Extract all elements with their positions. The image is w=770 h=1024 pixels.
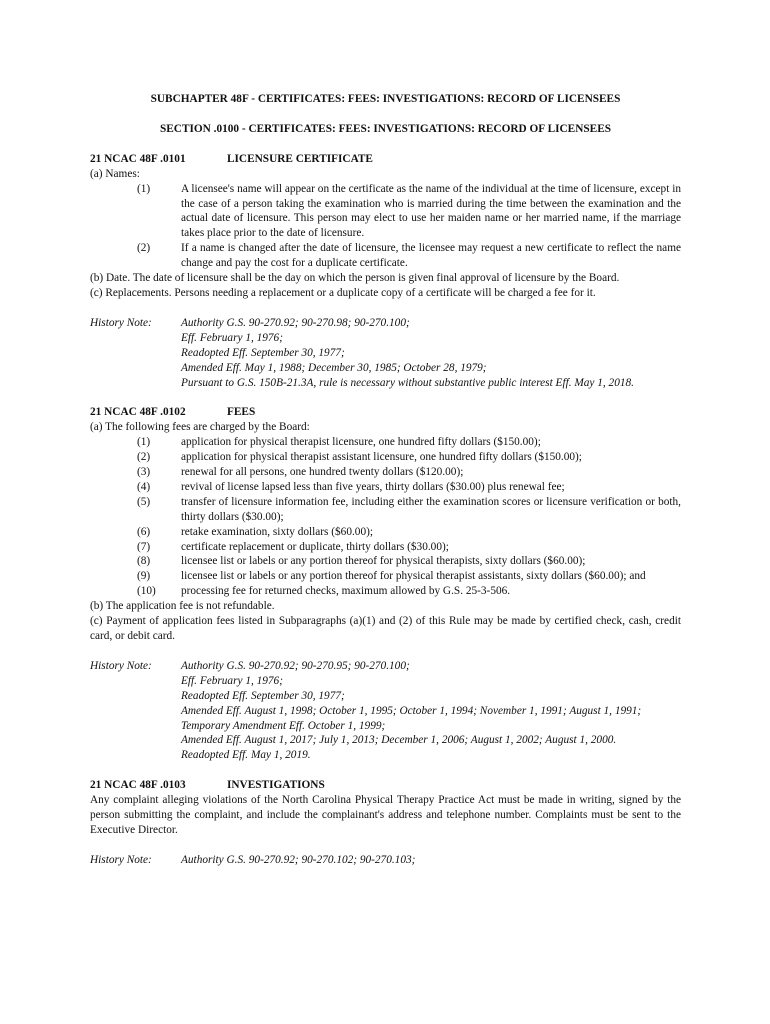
history-line: Eff. February 1, 1976; bbox=[181, 674, 283, 687]
history-line: Temporary Amendment Eff. October 1, 1999; bbox=[181, 719, 386, 732]
rule-number: 21 NCAC 48F .0101 bbox=[90, 152, 186, 165]
section-title: SECTION .0100 - CERTIFICATES: FEES: INVESTIGATIONS: RECORD OF LICENSEES bbox=[159, 122, 612, 135]
list-item bbox=[90, 241, 681, 271]
history-note bbox=[90, 316, 681, 391]
item-text: If a name is changed after the date of licensure, the licensee may request a new certificate to reflect the name change and pay the cost for a duplicate certificate. bbox=[181, 242, 681, 270]
paragraph-a: (a) Names: bbox=[90, 167, 140, 180]
list-item bbox=[90, 182, 681, 242]
item-label: (6) bbox=[137, 525, 151, 538]
history-body bbox=[181, 316, 681, 391]
list-item bbox=[90, 450, 681, 465]
item-label: (5) bbox=[137, 495, 151, 508]
item-text: certificate replacement or duplicate, thirty dollars ($30.00); bbox=[181, 540, 449, 553]
paragraph-b: (b) Date. The date of licensure shall be the day on which the person is given final approval of licensure by the Board. bbox=[90, 272, 620, 285]
history-body bbox=[181, 853, 681, 868]
rule-number: 21 NCAC 48F .0102 bbox=[90, 406, 186, 419]
rule-title: INVESTIGATIONS bbox=[227, 779, 325, 792]
item-label: (1) bbox=[137, 182, 151, 195]
rule-0101-heading bbox=[90, 152, 681, 167]
item-text: licensee list or labels or any portion thereof for physical therapists, sixty dollars ($60.00); bbox=[181, 555, 586, 568]
list-item bbox=[90, 554, 681, 569]
paragraph-a: (a) The following fees are charged by the Board: bbox=[90, 421, 310, 434]
history-note bbox=[90, 853, 681, 868]
item-label: (1) bbox=[137, 436, 151, 449]
history-line: Authority G.S. 90-270.92; 90-270.102; 90-270.103; bbox=[181, 853, 416, 866]
subchapter-title: SUBCHAPTER 48F - CERTIFICATES: FEES: INVESTIGATIONS: RECORD OF LICENSEES bbox=[150, 93, 621, 105]
item-label: (8) bbox=[137, 555, 151, 568]
rule-title: LICENSURE CERTIFICATE bbox=[227, 152, 373, 165]
item-text: revival of license lapsed less than five years, thirty dollars ($30.00) plus renewal fee; bbox=[181, 480, 565, 493]
list-item bbox=[90, 480, 681, 495]
rule-0103-heading bbox=[90, 778, 681, 793]
history-line: Amended Eff. August 1, 1998; October 1, 1995; October 1, 1994; November 1, 1991; August 1, 1991; bbox=[181, 704, 642, 717]
item-label: (10) bbox=[137, 585, 156, 598]
history-line: Amended Eff. August 1, 2017; July 1, 2013; December 1, 2006; August 1, 2002; August 1, 2000. bbox=[181, 734, 617, 747]
item-text: application for physical therapist licensure, one hundred fifty dollars ($150.00); bbox=[181, 436, 541, 449]
item-text: A licensee's name will appear on the certificate as the name of the individual at the time of licensure, except in the case of a person taking the examination who is married during the time between the examination and the actual date of licensure. This person may elect to use her maiden name or her married name, if the marriage takes place prior to the date of licensure. bbox=[181, 182, 681, 240]
list-item bbox=[90, 525, 681, 540]
rule-title: FEES bbox=[227, 406, 256, 419]
history-line: Readopted Eff. May 1, 2019. bbox=[181, 749, 311, 762]
item-label: (2) bbox=[137, 451, 151, 464]
history-line: Authority G.S. 90-270.92; 90-270.98; 90-270.100; bbox=[181, 316, 410, 329]
history-label: History Note: bbox=[90, 316, 152, 329]
item-label: (9) bbox=[137, 570, 151, 583]
item-text: transfer of licensure information fee, including either the examination scores or licensure verification or both, thirty dollars ($30.00); bbox=[181, 495, 681, 523]
list-item bbox=[90, 540, 681, 555]
history-line: Authority G.S. 90-270.92; 90-270.95; 90-270.100; bbox=[181, 659, 410, 672]
item-label: (2) bbox=[137, 242, 151, 255]
item-label: (3) bbox=[137, 466, 151, 479]
history-line: Readopted Eff. September 30, 1977; bbox=[181, 689, 345, 702]
item-text: renewal for all persons, one hundred twenty dollars ($120.00); bbox=[181, 466, 464, 479]
list-item bbox=[90, 435, 681, 450]
rule-body: Any complaint alleging violations of the North Carolina Physical Therapy Practice Act must be made in writing, signed by the person submitting the complaint, and include the complainant's address and telephone number. Complaints must be sent to the Executive Director. bbox=[90, 794, 681, 836]
history-label: History Note: bbox=[90, 853, 152, 866]
history-line: Pursuant to G.S. 150B-21.3A, rule is necessary without substantive public interest Eff. May 1, 2018. bbox=[181, 376, 634, 389]
list-item bbox=[90, 584, 681, 599]
history-body bbox=[181, 659, 681, 763]
paragraph-b: (b) The application fee is not refundable. bbox=[90, 600, 275, 613]
paragraph-c: (c) Replacements. Persons needing a replacement or a duplicate copy of a certificate will be charged a fee for it. bbox=[90, 286, 596, 299]
list-item bbox=[90, 495, 681, 525]
history-line: Eff. February 1, 1976; bbox=[181, 331, 283, 344]
history-note bbox=[90, 659, 681, 763]
item-text: processing fee for returned checks, maximum allowed by G.S. 25-3-506. bbox=[181, 585, 511, 598]
item-text: retake examination, sixty dollars ($60.00); bbox=[181, 525, 373, 538]
history-line: Amended Eff. May 1, 1988; December 30, 1985; October 28, 1979; bbox=[181, 361, 487, 374]
paragraph-c: (c) Payment of application fees listed in Subparagraphs (a)(1) and (2) of this Rule may be made by certified check, cash, credit card, or debit card. bbox=[90, 615, 681, 642]
list-item bbox=[90, 465, 681, 480]
list-item bbox=[90, 569, 681, 584]
history-label: History Note: bbox=[90, 659, 152, 672]
item-label: (7) bbox=[137, 540, 151, 553]
rule-0102-heading bbox=[90, 405, 681, 420]
item-label: (4) bbox=[137, 480, 151, 493]
history-line: Readopted Eff. September 30, 1977; bbox=[181, 346, 345, 359]
document-page bbox=[90, 92, 681, 868]
rule-number: 21 NCAC 48F .0103 bbox=[90, 779, 186, 792]
item-text: licensee list or labels or any portion thereof for physical therapist assistants, sixty dollars ($60.00); and bbox=[181, 570, 646, 583]
item-text: application for physical therapist assistant licensure, one hundred fifty dollars ($150.00); bbox=[181, 451, 582, 464]
